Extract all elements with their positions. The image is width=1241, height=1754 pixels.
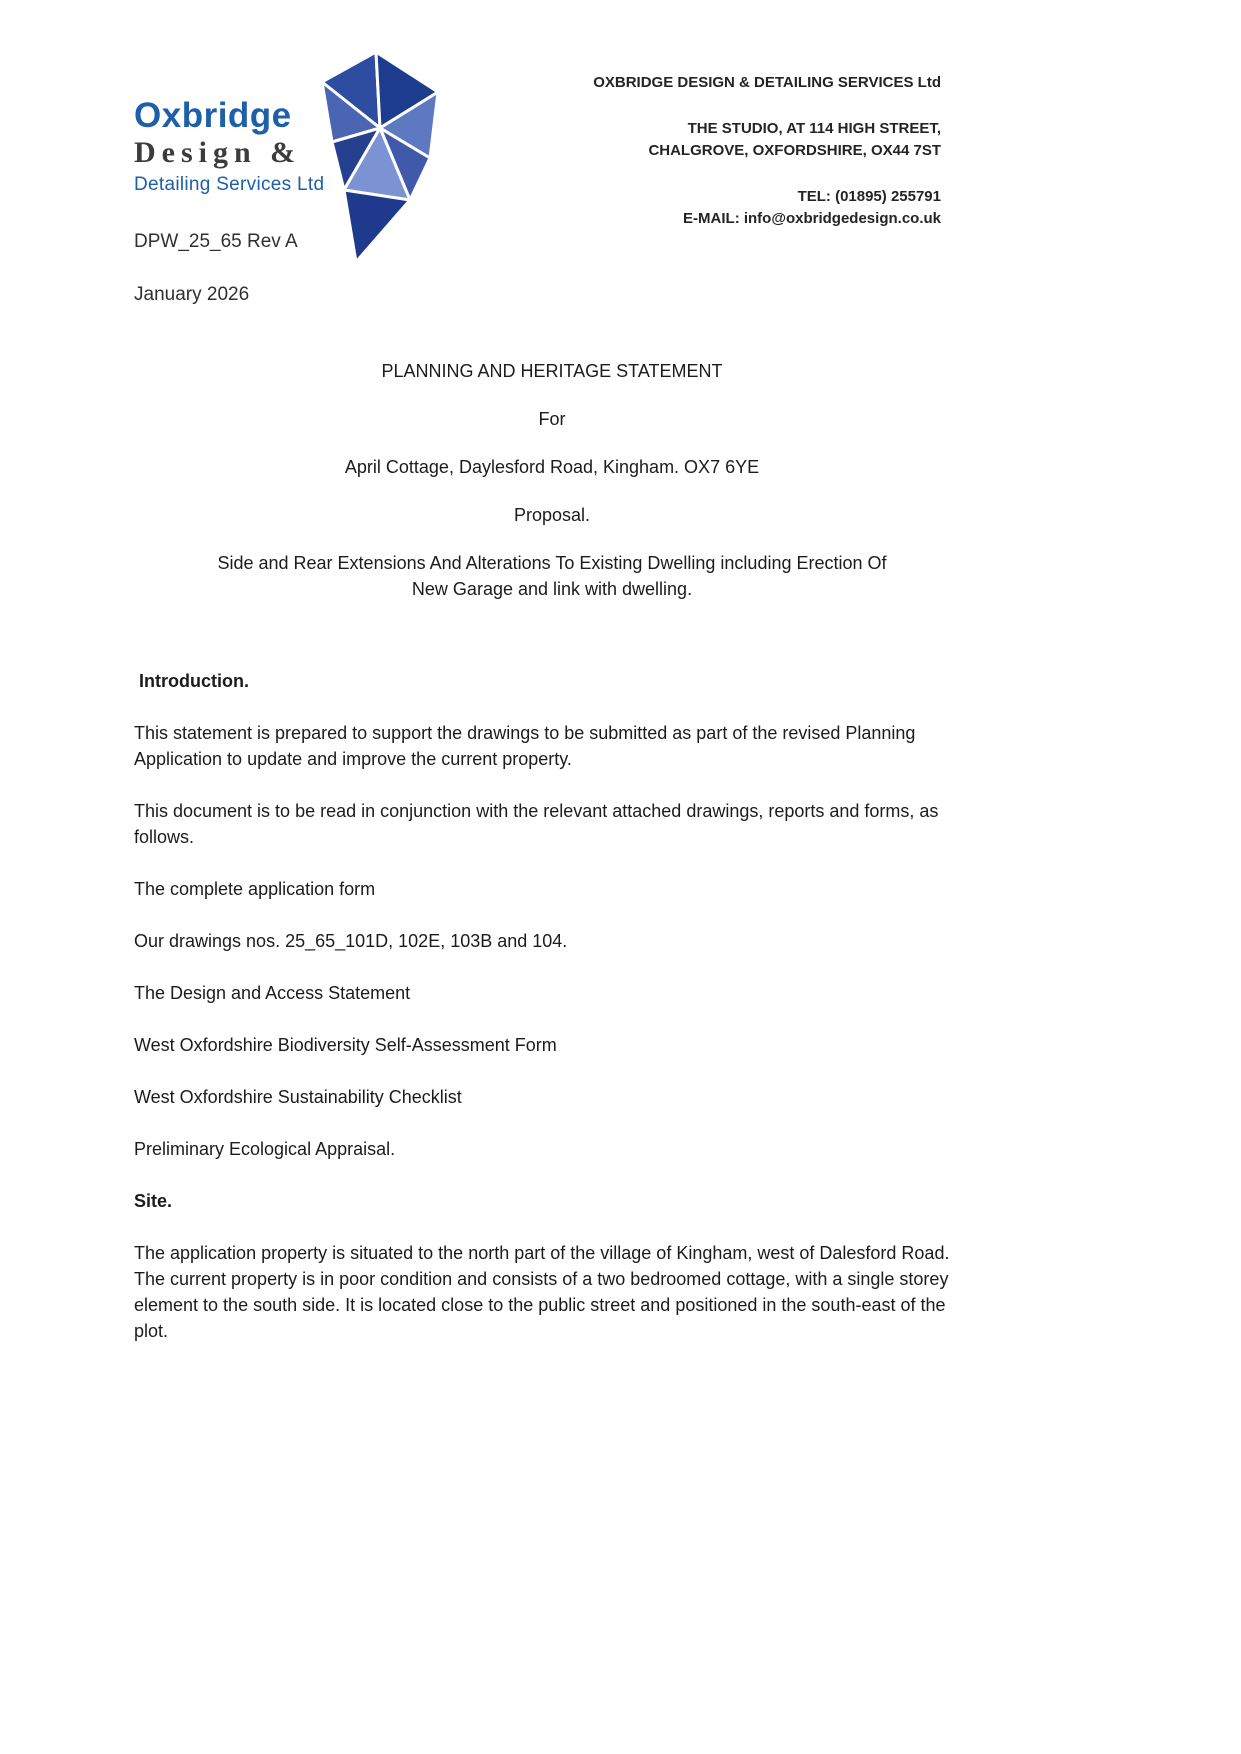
address-line-2: CHALGROVE, OXFORDSHIRE, OX44 7ST — [648, 142, 941, 159]
paragraph: This statement is prepared to support the drawings to be submitted as part of the revised Planning Application to update and improve the current property. — [134, 723, 916, 769]
company-name: OXBRIDGE DESIGN & DETAILING SERVICES Ltd — [593, 74, 941, 91]
paragraph: West Oxfordshire Biodiversity Self-Assessment Form — [134, 1035, 557, 1055]
title-block — [134, 358, 970, 602]
property-address: April Cottage, Daylesford Road, Kingham. OX7 6YE — [344, 457, 760, 477]
document-body — [134, 668, 970, 1370]
section-heading-site: Site. — [134, 1191, 173, 1211]
logo-name-mid: Design & — [134, 136, 302, 169]
paragraph: Our drawings nos. 25_65_101D, 102E, 103B and 104. — [134, 931, 568, 951]
drawing-reference: DPW_25_65 Rev A — [134, 231, 298, 252]
document-title: PLANNING AND HERITAGE STATEMENT — [381, 361, 723, 381]
paragraph: This document is to be read in conjunction with the relevant attached drawings, reports and forms, as follows. — [134, 801, 939, 847]
telephone: TEL: (01895) 255791 — [797, 188, 941, 205]
address-line-1: THE STUDIO, AT 114 HIGH STREET, — [687, 120, 941, 137]
proposal-label: Proposal. — [513, 505, 591, 525]
paragraph: The Design and Access Statement — [134, 983, 411, 1003]
crystal-gem-icon — [318, 50, 443, 270]
document-date: January 2026 — [134, 284, 250, 305]
logo-name-bottom: Detailing Services Ltd — [134, 174, 325, 195]
contact-block — [593, 72, 941, 230]
paragraph: The complete application form — [134, 879, 376, 899]
email: E-MAIL: info@oxbridgedesign.co.uk — [683, 210, 941, 227]
paragraph: The application property is situated to the north part of the village of Kingham, west of Dalesford Road. The current property is in poor condition and consists of a two bedroomed cottage, with a single storey element to the south side. It is located close to the public street and positioned in the south-east of the plot. — [134, 1243, 950, 1341]
logo-name-top: Oxbridge — [134, 96, 292, 135]
section-heading-introduction: Introduction. — [139, 671, 249, 691]
for-line: For — [538, 409, 566, 429]
proposal-text: Side and Rear Extensions And Alterations To Existing Dwelling including Erection Of New Garage and link with dwelling. — [217, 553, 887, 599]
paragraph: Preliminary Ecological Appraisal. — [134, 1139, 396, 1159]
paragraph: West Oxfordshire Sustainability Checklist — [134, 1087, 462, 1107]
logo-block — [134, 98, 324, 194]
